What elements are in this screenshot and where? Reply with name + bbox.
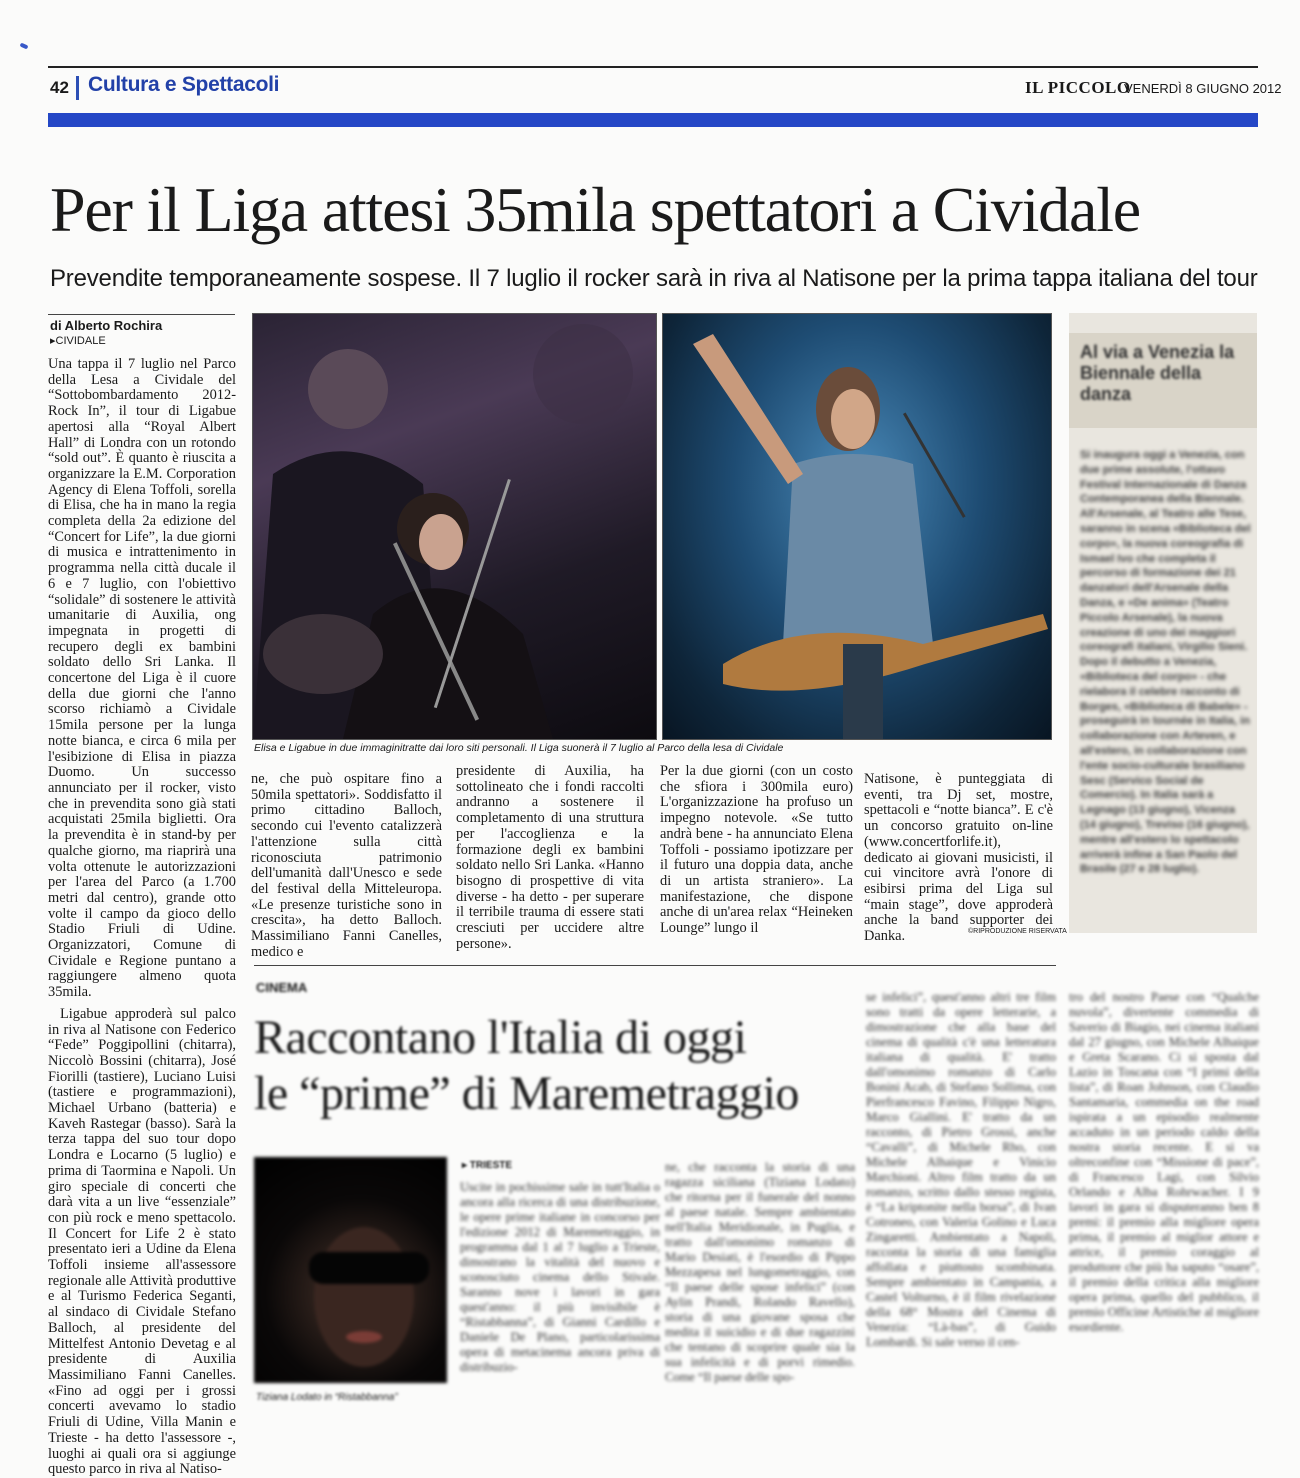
photo-elisa-illustration bbox=[253, 314, 656, 739]
masthead: IL PICCOLO bbox=[1025, 78, 1131, 97]
sidebar-title: Al via a Venezia la Biennale della danza bbox=[1080, 342, 1235, 404]
bottom-column-1: Uscite in pochissime sale in tutt'Italia o ancora alla ricerca di una distribuzione, le opere prime italiane in concorso per l'edizione 2012 di Maremetraggio, in programma dal 1 al 7 luglio a Trieste, dimostrano la vitalità del nuovo e sconosciuto cinema dello Stivale. Saranno nove i lavori in gara quest'anno: il più invisibile è “Ristabbanna”, di Gianni Cardillo e Daniele De Plano, particolarissima opera di metacinema ancora priva di distribuzio- bbox=[460, 1180, 660, 1374]
photo-ligabue bbox=[662, 313, 1052, 740]
bottom-headline-line-1: Raccontano l'Italia di oggi bbox=[254, 1011, 747, 1064]
bottom-column-3: se infelici”, quest'anno altri tre film sono tratti da opere letterarie, a dimostrazione che alla base del cinema di qualità c'è una letteratura italiana di qualità. E' tratto dall'omonimo romanzo di Carlo Bonini Acab, di Stefano Sollima, con Pierfrancesco Favino, Filippo Nigro, Marco Giallini. E' tratto da un racconto, di Pietro Grossi, anche “Cavalli”, di Michele Rho, con Michele Alhaique e Vinicio Marchioni. Altro film tratto da un romanzo, scritto dallo stesso regista, è “La kriptonite nella borsa”, di Ivan Cotroneo, con Valeria Golino e Luca Zingaretti. Ambientato a Napoli, racconta la storia di una famiglia affollata e piuttosto scombinata. Sempre ambientato in Campania, a Castel Volturno, è il film rivelazione della 68° Mostra del Cinema di Venezia: “Là-bas”, di Guido Lombardi. Si sale verso il cen- bbox=[866, 990, 1056, 1349]
section-title: Cultura e Spettacoli bbox=[88, 73, 280, 96]
photo-elisa bbox=[252, 313, 657, 740]
article-headline: Per il Liga attesi 35mila spettatori a Cividale bbox=[50, 174, 1140, 245]
paragraph: Una tappa il 7 luglio nel Parco della Lesa a Cividale del “Sottobombardamento 2012-Rock In”, il tour di Ligabue apertosi alla “Royal Albert Hall” di Londra con un rotondo “sold out”. È quanto è riuscita a organizzare la E.M. Corporation Agency di Elena Toffoli, sorella di Elisa, che ha in mano la regia completa della 2a edizione del “Concert for Life”, la due giorni di musica e intrattenimento in programma nella città ducale il 6 e 7 luglio, con l'obiettivo “solidale” di sostenere le attività umanitarie di Auxilia, ong impegnata in progetti di recupero degli ex bambini soldato dello Sri Lanka. Il concertone del Liga è il cuore della due giorni che l'anno scorso richiamò a Cividale 15mila persone per la lunga notte bianca, e circa 6 mila per l'esibizione di Elisa in piazza Duomo. Un successo annunciato per il rocker, visto che in prevendita sono già stati acquistati 25mila biglietti. Ora la prevendita è in stand-by per qualche giorno, ma riaprirà una volta ottenute le autorizzazioni per l'area del Parco (a 1.700 metri dal centro), grande otto volte il campo da gioco dello Stadio Friuli di Udine. Organizzatori, Comune di Cividale e Regione puntano a raggiungere almeno quota 35mila. bbox=[48, 356, 236, 1001]
article-subheadline: Prevendite temporaneamente sospese. Il 7 luglio il rocker sarà in riva al Natisone per la prima tappa italiana del tour bbox=[50, 265, 1258, 292]
photo-tiziana-lodato bbox=[254, 1157, 447, 1383]
photo-tiziana-illustration bbox=[254, 1157, 447, 1383]
byline: di Alberto Rochira bbox=[50, 318, 163, 333]
article-column-3: presidente di Auxilia, ha sottolineato che i fondi raccolti andranno a sostenere il completamento di una struttura per l'accoglienza e la formazione degli ex bambini soldato nello Sri Lanka. «Hanno bisogno di prospettive di vita diverse - ha detto - per superare il terribile trauma di essere stati cresciuti per uccidere altre persone». bbox=[456, 763, 644, 952]
dateline: ▸ CIVIDALE bbox=[50, 334, 106, 347]
article-column-4: Per la due giorni (con un costo che sfiora i 300mila euro) L'organizzazione ha profuso un impegno notevole. «Se tutto andrà bene - ha annunciato Elena Toffoli - possiamo ipotizzare per il futuro una doppia data, anche di un artista straniero». La manifestazione, che dispone anche di un'area relax “Heineken Lounge” lungo il bbox=[660, 763, 853, 937]
bottom-photo-caption: Tiziana Lodato in “Ristabbanna” bbox=[256, 1392, 398, 1403]
article-column-1 bbox=[48, 356, 236, 1478]
paragraph: Ligabue approderà sul palco in riva al Natisone con Federico “Fede” Poggipollini (chitarra), Niccolò Bossini (chitarra), José Fiorilli (tastiere), Luciano Luisi (tastiere e programmazioni), Michael Urbano (batteria) e Kaveh Rastegar (basso). Sarà la terza tappa del suo tour dopo Londra e Locarno (5 luglio) e prima di Taormina e Napoli. Un giro speciale di concerti che darà vita a un live “essenziale” con più rock e meno spettacolo. Il Concert for Life 2 è stato presentato ieri a Udine da Elena Toffoli insieme all'assessore regionale alle Attività produttive e al Turismo Federica Seganti, al sindaco di Cividale Stefano Balloch, al presidente del Mittelfest Antonio Devetag e al presidente di Auxilia Massimiliano Fanni Canelles. «Fino ad oggi per i grossi concerti avevamo lo stadio Friuli di Udine, Villa Manin e Trieste - ha detto l'assessore -, luoghi ai quali ora si aggiunge questo parco in riva al Natiso- bbox=[48, 1005, 236, 1478]
byline-rule bbox=[48, 314, 235, 315]
header-rule bbox=[48, 66, 1258, 68]
article-column-5: Natisone, è punteggiata di eventi, tra Dj set, mostre, spettacoli e “notte bianca”. E c'è un concorso gratuito on-line (www.concertforlife.it), dedicato ai giovani musicisti, il cui vincitore avrà l'onore di esibirsi prima del Liga sul “main stage”, dove approderà anche la band supporter dei Danka. bbox=[864, 771, 1053, 945]
copyright-notice: ©RIPRODUZIONE RISERVATA bbox=[968, 928, 1067, 935]
bottom-story-kicker: CINEMA bbox=[256, 980, 308, 995]
header-color-bar bbox=[48, 113, 1258, 127]
bottom-column-4: tro del nostro Paese con “Qualche nuvola”, divertente commedia di Saverio di Biagio, nei cinema italiani dal 27 giugno, con Michele Alhaique e Greta Scarano. Ci si sposta dal Lazio in Toscana con “I primi della lista”, di Roan Johnson, con Claudio Santamaria, commedia on the road ispirata a un episodio realmente accaduto in un periodo caldo della nostra storia recente. E si va oltreconfine con “Missione di pace”, di Francesco Lagi, con Silvio Orlando e Alba Rohrwacher. I 9 lavori in gara si disputeranno ben 8 premi: il premio alla migliore opera prima, il premio al miglior attore e attrice, il premio coraggio al produttore che più ha saputo “osare”, il premio della critica alla migliore opera prima, quello del pubblico, il premio Officine Artistiche al migliore esordiente. bbox=[1069, 990, 1259, 1334]
bottom-story-headline bbox=[254, 1010, 864, 1122]
header-separator bbox=[76, 76, 79, 100]
bottom-column-2: ne, che racconta la storia di una ragazza siciliana (Tiziana Lodato) che ritorna per il funerale del nonno al paese natale. Sempre ambientato nell'Italia Meridionale, in Puglia, e tratto dall'omonimo romanzo di Mario Desiati, è l'esordio di Pippo Mezzapesa nel lungometraggio, con “Il paese delle spose infelici” (con Aylin Prandi, Rolando Ravello), storia di una giovane sposa che medita il suicidio e di due ragazzini che tentano di scoprire quale sia la sua infelicità e di porvi rimedio. Come “Il paese delle spo- bbox=[665, 1160, 855, 1384]
bottom-story-rule bbox=[254, 965, 1056, 966]
photo-ligabue-illustration bbox=[663, 314, 1051, 739]
bottom-headline-line-2: le “prime” di Maremetraggio bbox=[254, 1067, 799, 1120]
page-number: 42 bbox=[50, 78, 69, 97]
bottom-story-dateline: ▸ TRIESTE bbox=[462, 1160, 513, 1171]
issue-date: VENERDÌ 8 GIUGNO 2012 bbox=[1124, 81, 1282, 96]
article-column-2: ne, che può ospitare fino a 50mila spettatori». Soddisfatto il primo cittadino Balloch, secondo cui l'evento catalizzerà l'attenzione sulla città riconosciuta patrimonio dell'umanità dall'Unesco e sede del festival della Mitteleuropa. «Le presenze turistiche sono in crescita», ha detto Balloch. Massimiliano Fanni Canelles, medico e bbox=[251, 771, 442, 960]
photo-caption: Elisa e Ligabue in due immaginitratte dai loro siti personali. Il Liga suonerà il 7 luglio al Parco della lesa di Cividale bbox=[254, 742, 784, 754]
sidebar-body: Si inaugura oggi a Venezia, con due prime assolute, l'ottavo Festival Internazionale di Danza Contemporanea della Biennale. All'Arsenale, al Teatro alle Tese, saranno in scena «Biblioteca del corpo», la nuova coreografia di Ismael Ivo che completa il percorso di formazione dei 21 danzatori dell'Arsenale della Danza, e «De anima» (Teatro Piccolo Arsenale), la nuova creazione di uno dei maggiori coreografi italiani, Virgilio Sieni. Dopo il debutto a Venezia, «Biblioteca del corpo» - che rielabora il celebre racconto di Borges, «Biblioteca di Babele» - proseguirà in tournée in Italia, in collaborazione con Arteven, e all'estero, in collaborazione con l'ente socio-culturale brasiliano Sesc (Servico Social de Comercio). In Italia sarà a Legnago (13 giugno), Vicenza (14 giugno), Treviso (16 giugno), mentre all'estero lo spettacolo arriverà infine a San Paolo del Brasile (27 e 28 luglio). bbox=[1080, 449, 1251, 876]
ink-speck bbox=[20, 42, 29, 49]
